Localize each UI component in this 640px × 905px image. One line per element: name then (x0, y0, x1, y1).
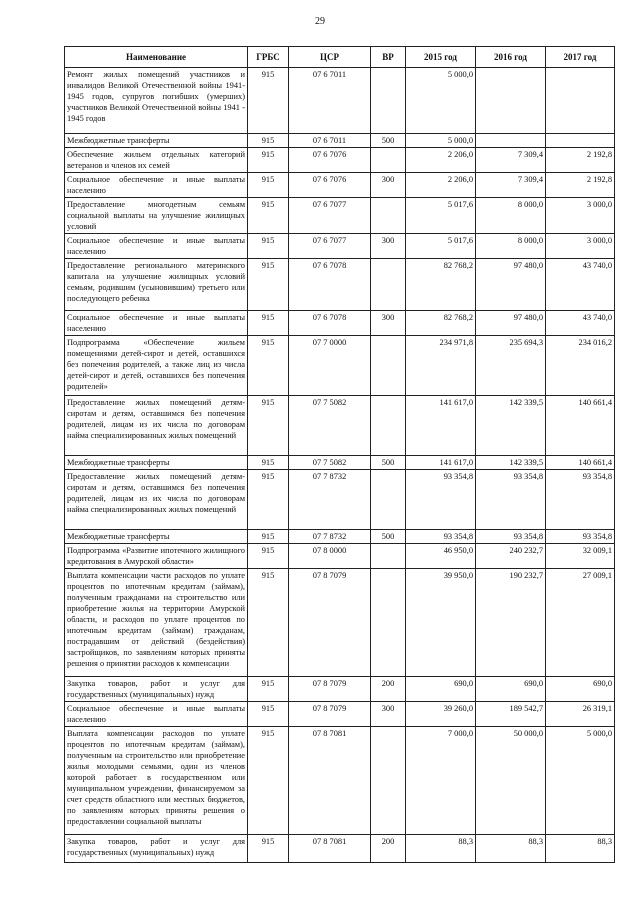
row-value-2015: 82 768,2 (406, 259, 476, 311)
row-value-2017: 88,3 (546, 835, 615, 863)
table-row (65, 677, 615, 702)
row-value-2015: 234 971,8 (406, 336, 476, 396)
row-grbs: 915 (248, 456, 289, 470)
row-value-2016: 189 542,7 (476, 702, 546, 727)
row-value-2017: 3 000,0 (546, 198, 615, 234)
row-grbs: 915 (248, 470, 289, 530)
row-value-2015: 93 354,8 (406, 530, 476, 544)
row-csr: 07 6 7011 (289, 68, 371, 134)
row-vr: 300 (371, 702, 406, 727)
row-name: Предоставление многодетным семьям социальной выплаты на улучшение жилищных условий (65, 198, 248, 234)
row-grbs: 915 (248, 677, 289, 702)
row-csr: 07 7 5082 (289, 456, 371, 470)
row-value-2016 (476, 134, 546, 148)
table-row (65, 835, 615, 863)
row-csr: 07 8 7081 (289, 835, 371, 863)
row-vr: 300 (371, 311, 406, 336)
row-value-2015: 82 768,2 (406, 311, 476, 336)
row-vr (371, 727, 406, 835)
row-csr: 07 6 7078 (289, 259, 371, 311)
row-value-2017 (546, 134, 615, 148)
row-value-2015: 5 017,6 (406, 234, 476, 259)
row-grbs: 915 (248, 702, 289, 727)
row-csr: 07 6 7011 (289, 134, 371, 148)
row-value-2017 (546, 68, 615, 134)
row-value-2017: 26 319,1 (546, 702, 615, 727)
row-grbs: 915 (248, 396, 289, 456)
row-value-2016: 142 339,5 (476, 456, 546, 470)
row-value-2015: 141 617,0 (406, 396, 476, 456)
row-name: Ремонт жилых помещений участников и инвалидов Великой Отечественной войны 1941-1945 годов, супругов погибших (умерших) участников Великой Отечественной войны 1941 - 1945 годов (65, 68, 248, 134)
row-vr: 500 (371, 530, 406, 544)
row-value-2016: 142 339,5 (476, 396, 546, 456)
table-row (65, 234, 615, 259)
row-value-2017: 43 740,0 (546, 311, 615, 336)
row-value-2017: 2 192,8 (546, 173, 615, 198)
row-value-2016: 240 232,7 (476, 544, 546, 569)
row-name: Социальное обеспечение и иные выплаты населению (65, 311, 248, 336)
row-vr (371, 396, 406, 456)
table-row (65, 148, 615, 173)
header-csr: ЦСР (289, 47, 371, 68)
row-value-2017: 690,0 (546, 677, 615, 702)
row-value-2015: 46 950,0 (406, 544, 476, 569)
row-vr: 500 (371, 134, 406, 148)
row-vr (371, 470, 406, 530)
row-vr (371, 68, 406, 134)
row-name: Межбюджетные трансферты (65, 530, 248, 544)
row-value-2016: 50 000,0 (476, 727, 546, 835)
row-name: Подпрограмма «Развитие ипотечного жилищного кредитования в Амурской области» (65, 544, 248, 569)
row-csr: 07 7 5082 (289, 396, 371, 456)
row-value-2017: 2 192,8 (546, 148, 615, 173)
row-value-2015: 7 000,0 (406, 727, 476, 835)
row-value-2017: 140 661,4 (546, 396, 615, 456)
row-value-2016: 8 000,0 (476, 234, 546, 259)
row-value-2015: 39 260,0 (406, 702, 476, 727)
row-vr (371, 544, 406, 569)
table-row (65, 311, 615, 336)
row-grbs: 915 (248, 198, 289, 234)
row-vr (371, 148, 406, 173)
row-value-2015: 39 950,0 (406, 569, 476, 677)
row-name: Социальное обеспечение и иные выплаты населению (65, 702, 248, 727)
row-csr: 07 6 7077 (289, 234, 371, 259)
header-name: Наименование (65, 47, 248, 68)
row-name: Выплата компенсации расходов по уплате процентов по ипотечным кредитам (займам), полученным на строительство или приобретение жилья молодыми семьями, один из членов которой работает в государственном или муниципальном учреждении, финансируемом за счет средств областного или местных бюджетов, по заявлениям которых приняты решения о предоставлении социальной выплаты (65, 727, 248, 835)
row-vr: 200 (371, 677, 406, 702)
row-csr: 07 8 7079 (289, 677, 371, 702)
row-csr: 07 7 0000 (289, 336, 371, 396)
row-csr: 07 6 7077 (289, 198, 371, 234)
table-row (65, 569, 615, 677)
row-value-2016: 7 309,4 (476, 148, 546, 173)
row-value-2015: 141 617,0 (406, 456, 476, 470)
row-name: Подпрограмма «Обеспечение жильем помещениями детей-сирот и детей, оставшихся без попечения родителей, а также лиц из числа детей-сирот и детей, оставшихся без попечения родителей» (65, 336, 248, 396)
row-value-2017: 140 661,4 (546, 456, 615, 470)
row-value-2017: 5 000,0 (546, 727, 615, 835)
table-row (65, 259, 615, 311)
row-csr: 07 6 7078 (289, 311, 371, 336)
row-value-2016: 690,0 (476, 677, 546, 702)
table-row (65, 68, 615, 134)
row-value-2017: 27 009,1 (546, 569, 615, 677)
row-csr: 07 6 7076 (289, 173, 371, 198)
row-value-2015: 5 000,0 (406, 134, 476, 148)
header-2015: 2015 год (406, 47, 476, 68)
row-vr: 300 (371, 234, 406, 259)
row-value-2017: 93 354,8 (546, 530, 615, 544)
row-name: Предоставление регионального материнского капитала на улучшение жилищных условий семьям, родившим (усыновившим) третьего или последующего ребенка (65, 259, 248, 311)
row-grbs: 915 (248, 134, 289, 148)
row-name: Выплата компенсации части расходов по уплате процентов по ипотечным кредитам (займам), полученным гражданами на строительство или приобретение жилья на территории Амурской области, и расходов по уплате процентов по ипотечным кредитам (займам) гражданам, пострадавшим от действий (бездействия) застройщиков, по заявлениям которых приняты решения о принятии расходов к компенсации (65, 569, 248, 677)
row-value-2015: 2 206,0 (406, 148, 476, 173)
row-name: Социальное обеспечение и иные выплаты населению (65, 234, 248, 259)
row-grbs: 915 (248, 727, 289, 835)
row-name: Закупка товаров, работ и услуг для государственных (муниципальных) нужд (65, 835, 248, 863)
row-value-2016: 93 354,8 (476, 530, 546, 544)
row-value-2015: 88,3 (406, 835, 476, 863)
row-grbs: 915 (248, 148, 289, 173)
row-value-2017: 32 009,1 (546, 544, 615, 569)
row-csr: 07 8 7081 (289, 727, 371, 835)
row-name: Предоставление жилых помещений детям-сиротам и детям, оставшимся без попечения родителей, лицам из их числа по договорам найма специализированных жилых помещений (65, 396, 248, 456)
table-row (65, 702, 615, 727)
row-vr (371, 259, 406, 311)
row-name: Социальное обеспечение и иные выплаты населению (65, 173, 248, 198)
row-value-2016 (476, 68, 546, 134)
table-row (65, 470, 615, 530)
row-vr: 300 (371, 173, 406, 198)
row-value-2016: 93 354,8 (476, 470, 546, 530)
row-grbs: 915 (248, 311, 289, 336)
header-vr: ВР (371, 47, 406, 68)
row-value-2016: 190 232,7 (476, 569, 546, 677)
row-value-2017: 93 354,8 (546, 470, 615, 530)
row-name: Предоставление жилых помещений детям-сиротам и детям, оставшимся без попечения родителей, лицам из их числа по договорам найма специализированных жилых помещений (65, 470, 248, 530)
row-csr: 07 8 0000 (289, 544, 371, 569)
row-vr (371, 569, 406, 677)
table-row (65, 198, 615, 234)
table-row (65, 456, 615, 470)
table-row (65, 530, 615, 544)
row-grbs: 915 (248, 835, 289, 863)
table-row (65, 396, 615, 456)
header-2016: 2016 год (476, 47, 546, 68)
budget-table (64, 46, 615, 863)
header-grbs: ГРБС (248, 47, 289, 68)
row-value-2016: 97 480,0 (476, 311, 546, 336)
row-csr: 07 8 7079 (289, 569, 371, 677)
row-csr: 07 6 7076 (289, 148, 371, 173)
row-value-2016: 8 000,0 (476, 198, 546, 234)
row-value-2015: 690,0 (406, 677, 476, 702)
table-row (65, 134, 615, 148)
table-row (65, 173, 615, 198)
table-header-row (65, 47, 615, 68)
row-value-2016: 88,3 (476, 835, 546, 863)
row-grbs: 915 (248, 569, 289, 677)
row-grbs: 915 (248, 234, 289, 259)
row-value-2015: 93 354,8 (406, 470, 476, 530)
row-value-2017: 3 000,0 (546, 234, 615, 259)
row-grbs: 915 (248, 544, 289, 569)
row-csr: 07 7 8732 (289, 470, 371, 530)
row-value-2017: 43 740,0 (546, 259, 615, 311)
row-vr (371, 336, 406, 396)
row-value-2017: 234 016,2 (546, 336, 615, 396)
row-grbs: 915 (248, 68, 289, 134)
page-number: 29 (315, 16, 325, 27)
row-value-2016: 235 694,3 (476, 336, 546, 396)
row-name: Межбюджетные трансферты (65, 134, 248, 148)
row-value-2016: 7 309,4 (476, 173, 546, 198)
row-grbs: 915 (248, 336, 289, 396)
row-value-2015: 5 017,6 (406, 198, 476, 234)
table-row (65, 727, 615, 835)
row-value-2015: 2 206,0 (406, 173, 476, 198)
row-value-2016: 97 480,0 (476, 259, 546, 311)
table-row (65, 544, 615, 569)
row-grbs: 915 (248, 530, 289, 544)
row-name: Межбюджетные трансферты (65, 456, 248, 470)
header-2017: 2017 год (546, 47, 615, 68)
row-name: Обеспечение жильем отдельных категорий ветеранов и членов их семей (65, 148, 248, 173)
row-vr (371, 198, 406, 234)
row-grbs: 915 (248, 173, 289, 198)
row-csr: 07 7 8732 (289, 530, 371, 544)
row-csr: 07 8 7079 (289, 702, 371, 727)
row-grbs: 915 (248, 259, 289, 311)
row-vr: 200 (371, 835, 406, 863)
table-row (65, 336, 615, 396)
row-value-2015: 5 000,0 (406, 68, 476, 134)
row-vr: 500 (371, 456, 406, 470)
row-name: Закупка товаров, работ и услуг для государственных (муниципальных) нужд (65, 677, 248, 702)
